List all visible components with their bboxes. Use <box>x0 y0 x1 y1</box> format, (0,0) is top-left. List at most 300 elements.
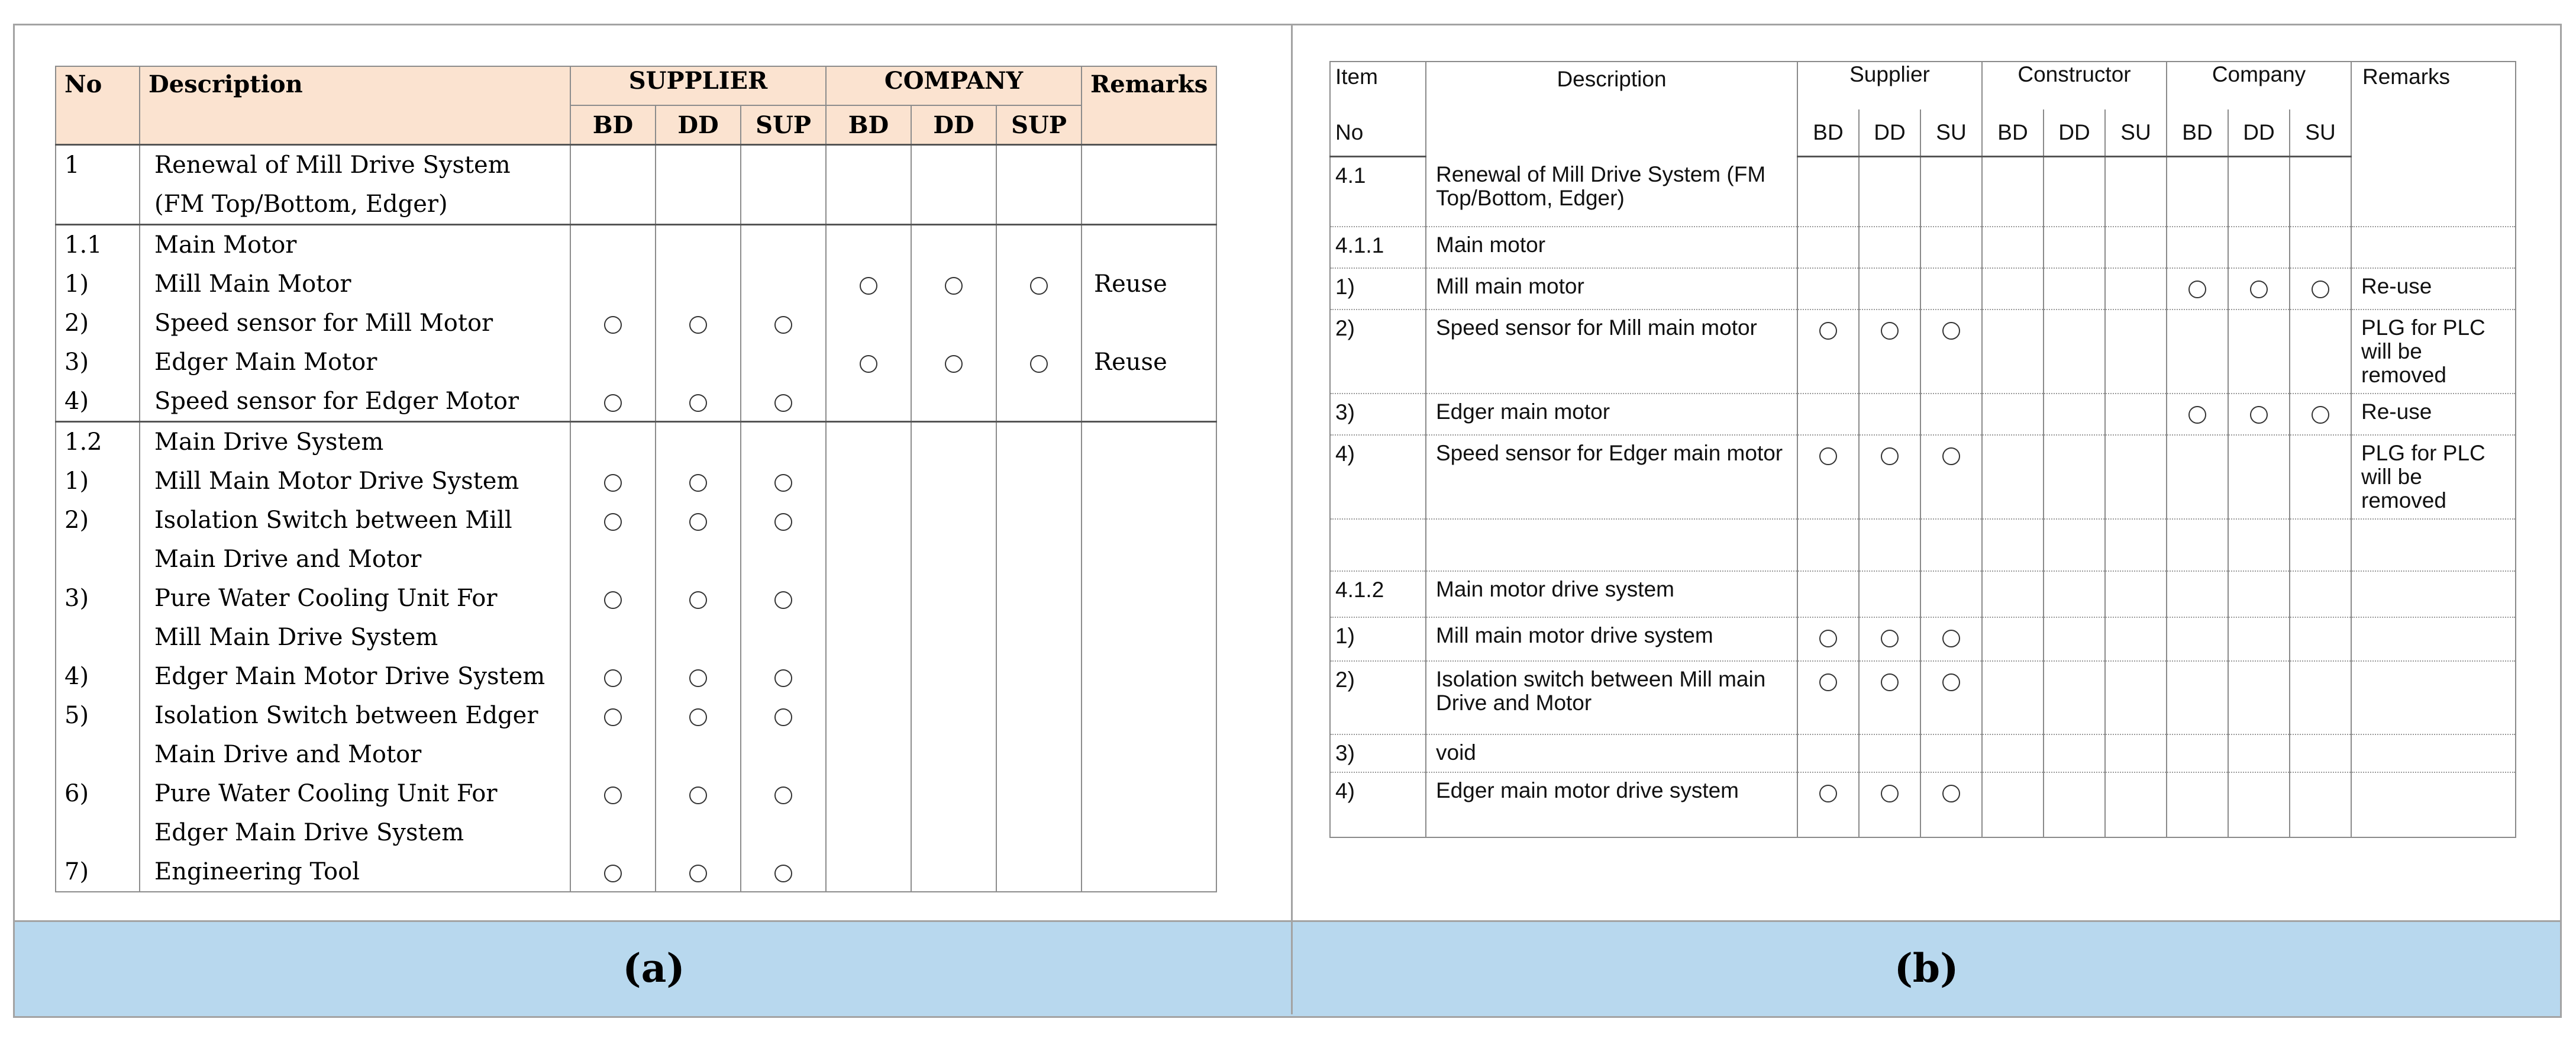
row-number <box>56 618 140 657</box>
mark-cell <box>741 735 826 774</box>
mark-cell <box>656 540 741 579</box>
mark-cell <box>741 774 826 813</box>
table-row <box>56 462 1216 501</box>
mark-cell <box>570 696 656 735</box>
mark-cell <box>996 501 1082 540</box>
row-description: Isolation Switch between Edger <box>140 696 570 735</box>
mark-cell <box>570 185 656 225</box>
mark-cell <box>570 265 656 304</box>
circle-mark-icon <box>1819 785 1837 802</box>
mark-cell <box>741 304 826 343</box>
mark-cell <box>1859 617 1920 661</box>
row-description: Pure Water Cooling Unit For <box>140 774 570 813</box>
mark-cell <box>826 696 911 735</box>
row-remark <box>1082 657 1216 696</box>
mark-cell <box>570 225 656 265</box>
row-number: 4) <box>1330 772 1426 837</box>
row-description: Speed sensor for Edger main motor <box>1426 435 1797 519</box>
table-row <box>56 382 1216 422</box>
mark-cell <box>741 265 826 304</box>
circle-mark-icon <box>604 708 622 726</box>
circle-mark-icon <box>1030 355 1048 373</box>
row-remark <box>1082 501 1216 540</box>
mark-cell <box>2290 157 2351 227</box>
header-sub: DD <box>1859 109 1920 157</box>
row-remark <box>1082 579 1216 618</box>
circle-mark-icon <box>2188 406 2206 424</box>
mark-cell <box>656 304 741 343</box>
mark-cell <box>1982 734 2044 772</box>
row-number: 4) <box>56 657 140 696</box>
mark-cell <box>741 462 826 501</box>
mark-cell <box>911 579 996 618</box>
circle-mark-icon <box>774 394 792 412</box>
mark-cell <box>2167 227 2228 268</box>
table-row <box>56 304 1216 343</box>
mark-cell <box>996 382 1082 422</box>
mark-cell <box>1859 519 1920 571</box>
mark-cell <box>741 813 826 852</box>
mark-cell <box>911 382 996 422</box>
mark-cell <box>826 304 911 343</box>
circle-mark-icon <box>1942 447 1960 465</box>
mark-cell <box>911 343 996 382</box>
circle-mark-icon <box>689 786 707 804</box>
row-number: 1 <box>56 145 140 185</box>
mark-cell <box>1982 617 2044 661</box>
table-row <box>56 813 1216 852</box>
mark-cell <box>996 304 1082 343</box>
row-number: 2) <box>1330 310 1426 394</box>
circle-mark-icon <box>1819 322 1837 340</box>
mark-cell <box>2228 268 2290 310</box>
circle-mark-icon <box>1881 630 1899 647</box>
circle-mark-icon <box>1881 785 1899 802</box>
mark-cell <box>2105 435 2167 519</box>
mark-cell <box>2290 519 2351 571</box>
mark-cell <box>1920 519 1982 571</box>
mark-cell <box>996 422 1082 462</box>
mark-cell <box>826 145 911 185</box>
row-description: Mill Main Motor <box>140 265 570 304</box>
mark-cell <box>2228 435 2290 519</box>
mark-cell <box>656 774 741 813</box>
responsibility-table-a <box>55 66 1217 892</box>
row-number: 2) <box>56 304 140 343</box>
mark-cell <box>1982 394 2044 435</box>
header-sub: BD <box>1982 109 2044 157</box>
mark-cell <box>656 696 741 735</box>
table-row <box>56 735 1216 774</box>
mark-cell <box>656 501 741 540</box>
row-remark <box>1082 813 1216 852</box>
mark-cell <box>741 579 826 618</box>
mark-cell <box>1797 268 1859 310</box>
row-description: (FM Top/Bottom, Edger) <box>140 185 570 225</box>
mark-cell <box>2167 571 2228 617</box>
mark-cell <box>996 813 1082 852</box>
mark-cell <box>2290 310 2351 394</box>
table-row <box>56 145 1216 185</box>
mark-cell <box>1797 157 1859 227</box>
header-no: No <box>56 66 140 145</box>
mark-cell <box>2290 571 2351 617</box>
row-description: Main Motor <box>140 225 570 265</box>
row-number: 3) <box>1330 394 1426 435</box>
mark-cell <box>2044 617 2105 661</box>
circle-mark-icon <box>1942 630 1960 647</box>
mark-cell <box>1920 227 1982 268</box>
circle-mark-icon <box>2250 281 2268 298</box>
mark-cell <box>826 225 911 265</box>
mark-cell <box>570 579 656 618</box>
row-description: Edger Main Motor Drive System <box>140 657 570 696</box>
mark-cell <box>1797 394 1859 435</box>
mark-cell <box>570 774 656 813</box>
row-description: Main Drive and Motor <box>140 540 570 579</box>
mark-cell <box>1920 772 1982 837</box>
mark-cell <box>826 462 911 501</box>
panel-a <box>15 25 1293 920</box>
circle-mark-icon <box>774 865 792 882</box>
mark-cell <box>1797 310 1859 394</box>
mark-cell <box>2228 157 2290 227</box>
mark-cell <box>1920 394 1982 435</box>
row-number: 4.1 <box>1330 157 1426 227</box>
mark-cell <box>570 145 656 185</box>
mark-cell <box>1920 571 1982 617</box>
mark-cell <box>741 185 826 225</box>
row-description: Isolation switch between Mill main Drive and Motor <box>1426 661 1797 734</box>
mark-cell <box>996 540 1082 579</box>
mark-cell <box>1920 435 1982 519</box>
header-sub: SUP <box>996 105 1082 145</box>
mark-cell <box>2167 268 2228 310</box>
row-number: 3) <box>1330 734 1426 772</box>
header-company: COMPANY <box>826 66 1082 105</box>
mark-cell <box>2105 227 2167 268</box>
mark-cell <box>2290 394 2351 435</box>
mark-cell <box>1920 310 1982 394</box>
mark-cell <box>2167 734 2228 772</box>
mark-cell <box>1859 661 1920 734</box>
circle-mark-icon <box>689 865 707 882</box>
mark-cell <box>1859 394 1920 435</box>
circle-mark-icon <box>1942 673 1960 691</box>
mark-cell <box>996 185 1082 225</box>
mark-cell <box>656 813 741 852</box>
row-remark <box>2351 734 2516 772</box>
mark-cell <box>2290 435 2351 519</box>
mark-cell <box>911 145 996 185</box>
row-remark: PLG for PLC will be removed <box>2351 435 2516 519</box>
mark-cell <box>570 813 656 852</box>
mark-cell <box>1859 772 1920 837</box>
mark-cell <box>826 343 911 382</box>
mark-cell <box>826 618 911 657</box>
row-number: 6) <box>56 774 140 813</box>
circle-mark-icon <box>774 591 792 609</box>
header-supplier: SUPPLIER <box>570 66 826 105</box>
mark-cell <box>2044 268 2105 310</box>
mark-cell <box>741 145 826 185</box>
row-number <box>56 735 140 774</box>
mark-cell <box>656 343 741 382</box>
mark-cell <box>656 735 741 774</box>
mark-cell <box>1920 617 1982 661</box>
mark-cell <box>2105 394 2167 435</box>
row-remark <box>1082 145 1216 185</box>
caption-b: (b) <box>1894 945 1959 991</box>
mark-cell <box>911 422 996 462</box>
mark-cell <box>1920 268 1982 310</box>
mark-cell <box>741 422 826 462</box>
mark-cell <box>2290 227 2351 268</box>
row-number: 1.2 <box>56 422 140 462</box>
circle-mark-icon <box>1030 277 1048 295</box>
mark-cell <box>741 696 826 735</box>
mark-cell <box>2105 310 2167 394</box>
table-row <box>1330 268 2516 310</box>
circle-mark-icon <box>1819 673 1837 691</box>
mark-cell <box>1797 519 1859 571</box>
row-description: Engineering Tool <box>140 852 570 892</box>
table-row <box>56 501 1216 540</box>
mark-cell <box>826 501 911 540</box>
circle-mark-icon <box>774 316 792 334</box>
circle-mark-icon <box>604 394 622 412</box>
row-remark <box>1082 382 1216 422</box>
row-remark <box>1082 540 1216 579</box>
row-remark <box>1082 304 1216 343</box>
circle-mark-icon <box>1819 630 1837 647</box>
mark-cell <box>996 852 1082 892</box>
header-sub: BD <box>1797 109 1859 157</box>
mark-cell <box>1797 227 1859 268</box>
mark-cell <box>911 501 996 540</box>
table-b-body <box>1330 157 2516 837</box>
row-remark <box>2351 661 2516 734</box>
mark-cell <box>2044 734 2105 772</box>
table-row <box>56 540 1216 579</box>
mark-cell <box>2228 227 2290 268</box>
circle-mark-icon <box>1881 322 1899 340</box>
mark-cell <box>911 852 996 892</box>
circle-mark-icon <box>1942 785 1960 802</box>
table-row <box>1330 519 2516 571</box>
header-sub: DD <box>2044 109 2105 157</box>
row-description: Main motor <box>1426 227 1797 268</box>
mark-cell <box>1920 661 1982 734</box>
mark-cell <box>741 382 826 422</box>
mark-cell <box>1859 157 1920 227</box>
mark-cell <box>2044 394 2105 435</box>
row-description: Renewal of Mill Drive System (FM Top/Bottom, Edger) <box>1426 157 1797 227</box>
mark-cell <box>1797 435 1859 519</box>
circle-mark-icon <box>689 708 707 726</box>
table-row <box>1330 435 2516 519</box>
row-description: Pure Water Cooling Unit For <box>140 579 570 618</box>
circle-mark-icon <box>860 355 877 373</box>
mark-cell <box>826 540 911 579</box>
mark-cell <box>2105 519 2167 571</box>
circle-mark-icon <box>2312 406 2329 424</box>
mark-cell <box>2167 519 2228 571</box>
mark-cell <box>826 657 911 696</box>
row-remark <box>1082 696 1216 735</box>
circle-mark-icon <box>604 591 622 609</box>
row-description: Mill Main Motor Drive System <box>140 462 570 501</box>
mark-cell <box>1982 310 2044 394</box>
row-remark: Reuse <box>1082 265 1216 304</box>
circle-mark-icon <box>945 355 963 373</box>
mark-cell <box>826 735 911 774</box>
mark-cell <box>2044 772 2105 837</box>
row-number <box>1330 519 1426 571</box>
circle-mark-icon <box>2312 281 2329 298</box>
row-description: Renewal of Mill Drive System <box>140 145 570 185</box>
mark-cell <box>2044 227 2105 268</box>
row-remark: Reuse <box>1082 343 1216 382</box>
table-row <box>56 657 1216 696</box>
circle-mark-icon <box>945 277 963 295</box>
mark-cell <box>1797 617 1859 661</box>
circle-mark-icon <box>1942 322 1960 340</box>
mark-cell <box>911 265 996 304</box>
mark-cell <box>1982 772 2044 837</box>
mark-cell <box>2167 310 2228 394</box>
mark-cell <box>656 265 741 304</box>
circle-mark-icon <box>774 513 792 531</box>
circle-mark-icon <box>1881 447 1899 465</box>
row-remark <box>2351 227 2516 268</box>
mark-cell <box>656 852 741 892</box>
mark-cell <box>2044 571 2105 617</box>
mark-cell <box>2228 310 2290 394</box>
row-description: Main Drive and Motor <box>140 735 570 774</box>
mark-cell <box>656 225 741 265</box>
mark-cell <box>570 501 656 540</box>
mark-cell <box>996 774 1082 813</box>
mark-cell <box>1797 772 1859 837</box>
circle-mark-icon <box>2188 281 2206 298</box>
circle-mark-icon <box>2250 406 2268 424</box>
mark-cell <box>911 813 996 852</box>
header-sub: SU <box>2290 109 2351 157</box>
circle-mark-icon <box>689 513 707 531</box>
mark-cell <box>570 618 656 657</box>
mark-cell <box>656 185 741 225</box>
mark-cell <box>2167 435 2228 519</box>
row-description: Edger Main Motor <box>140 343 570 382</box>
mark-cell <box>2105 617 2167 661</box>
row-description: Edger Main Drive System <box>140 813 570 852</box>
mark-cell <box>656 618 741 657</box>
table-row <box>1330 227 2516 268</box>
mark-cell <box>1982 227 2044 268</box>
mark-cell <box>2228 394 2290 435</box>
mark-cell <box>996 462 1082 501</box>
row-number: 4) <box>1330 435 1426 519</box>
row-number <box>56 540 140 579</box>
header-sub: SU <box>2105 109 2167 157</box>
header-sub: DD <box>911 105 996 145</box>
mark-cell <box>741 343 826 382</box>
row-number <box>56 813 140 852</box>
mark-cell <box>826 422 911 462</box>
row-number: 2) <box>1330 661 1426 734</box>
circle-mark-icon <box>1881 673 1899 691</box>
row-remark <box>2351 157 2516 227</box>
mark-cell <box>2044 519 2105 571</box>
mark-cell <box>741 501 826 540</box>
mark-cell <box>2167 772 2228 837</box>
row-description: Mill main motor <box>1426 268 1797 310</box>
header-sub: SU <box>1920 109 1982 157</box>
header-no: No <box>1330 109 1426 157</box>
mark-cell <box>1859 227 1920 268</box>
circle-mark-icon <box>774 669 792 687</box>
row-remark: PLG for PLC will be removed <box>2351 310 2516 394</box>
circle-mark-icon <box>689 394 707 412</box>
row-number: 7) <box>56 852 140 892</box>
mark-cell <box>911 225 996 265</box>
mark-cell <box>911 540 996 579</box>
circle-mark-icon <box>604 474 622 492</box>
mark-cell <box>656 657 741 696</box>
mark-cell <box>826 774 911 813</box>
mark-cell <box>741 852 826 892</box>
mark-cell <box>2044 435 2105 519</box>
row-number: 1) <box>1330 617 1426 661</box>
circle-mark-icon <box>604 316 622 334</box>
row-remark <box>2351 519 2516 571</box>
mark-cell <box>2167 157 2228 227</box>
mark-cell <box>656 579 741 618</box>
mark-cell <box>2105 661 2167 734</box>
mark-cell <box>2167 661 2228 734</box>
mark-cell <box>570 422 656 462</box>
mark-cell <box>2167 394 2228 435</box>
mark-cell <box>911 462 996 501</box>
mark-cell <box>911 185 996 225</box>
mark-cell <box>2044 157 2105 227</box>
table-row <box>56 579 1216 618</box>
caption-bar <box>15 920 2560 1016</box>
row-number: 2) <box>56 501 140 540</box>
mark-cell <box>2167 617 2228 661</box>
mark-cell <box>826 813 911 852</box>
mark-cell <box>741 618 826 657</box>
row-description: Edger main motor drive system <box>1426 772 1797 837</box>
mark-cell <box>996 696 1082 735</box>
table-row <box>56 852 1216 892</box>
mark-cell <box>2105 772 2167 837</box>
mark-cell <box>1982 268 2044 310</box>
mark-cell <box>1797 571 1859 617</box>
mark-cell <box>2105 734 2167 772</box>
circle-mark-icon <box>774 708 792 726</box>
row-number: 3) <box>56 579 140 618</box>
mark-cell <box>656 382 741 422</box>
table-row <box>1330 394 2516 435</box>
mark-cell <box>570 462 656 501</box>
header-sub: SUP <box>741 105 826 145</box>
mark-cell <box>911 696 996 735</box>
row-remark <box>2351 571 2516 617</box>
circle-mark-icon <box>604 513 622 531</box>
mark-cell <box>570 540 656 579</box>
